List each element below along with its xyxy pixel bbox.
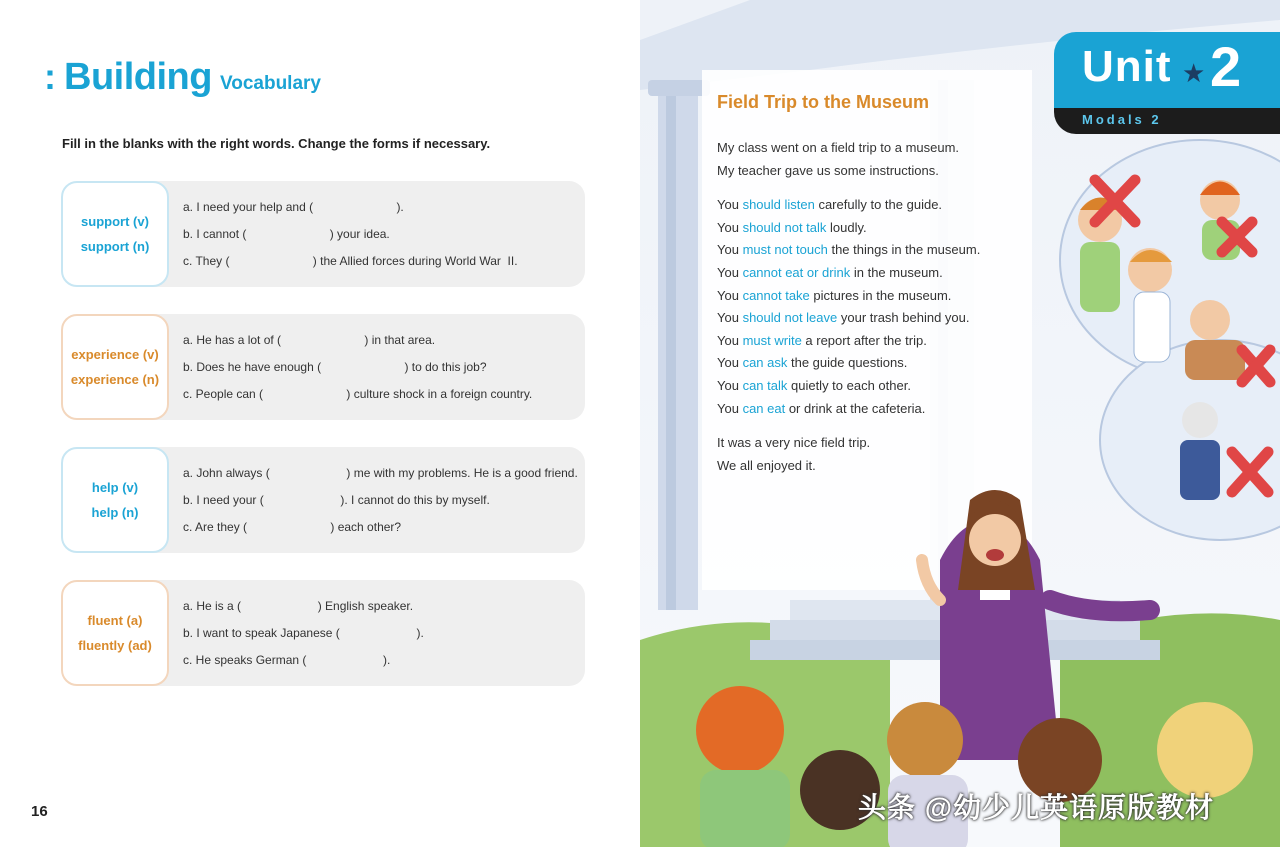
star-icon: ★ bbox=[1182, 58, 1206, 88]
title-sub: Vocabulary bbox=[219, 73, 321, 94]
story-line: We all enjoyed it. bbox=[717, 457, 816, 473]
sentence-a: a. He has a lot of ( ) in that area. bbox=[183, 333, 436, 347]
sentence-c: c. People can ( ) culture shock in a foreign country. bbox=[183, 387, 533, 401]
sentence-a: a. I need your help and ( ). bbox=[183, 200, 404, 214]
sentence-list bbox=[183, 580, 424, 686]
rule-line: You cannot eat or drink in the museum. bbox=[717, 264, 943, 280]
word-box bbox=[61, 314, 169, 420]
rule-line: You should not talk loudly. bbox=[717, 219, 867, 235]
rule-line: You should not leave your trash behind you. bbox=[717, 310, 970, 326]
exercise-block-fluent bbox=[61, 580, 585, 686]
unit-number: 2 bbox=[1210, 35, 1242, 98]
unit-badge bbox=[1054, 32, 1280, 134]
sentence-list bbox=[183, 314, 532, 420]
section-title bbox=[44, 56, 321, 106]
unit-label: Unit bbox=[1082, 42, 1172, 91]
page-number: 16 bbox=[31, 803, 48, 820]
rule-line: You should listen carefully to the guide. bbox=[717, 197, 943, 213]
rule-line: You cannot take pictures in the museum. bbox=[717, 287, 952, 303]
rule-line: You can talk quietly to each other. bbox=[717, 377, 911, 393]
rule-line: You can ask the guide questions. bbox=[717, 355, 908, 371]
watermark-text: 头条 @幼少儿英语原版教材 bbox=[858, 792, 1215, 823]
rule-line: You can eat or drink at the cafeteria. bbox=[717, 400, 926, 416]
title-colon: : bbox=[44, 56, 56, 97]
word-verb: experience (v) bbox=[71, 347, 159, 362]
unit-subtitle: Modals 2 bbox=[1082, 112, 1162, 127]
sentence-c: c. They ( ) the Allied forces during World War II. bbox=[183, 254, 518, 268]
exercise-block-experience bbox=[61, 314, 585, 420]
story-line: It was a very nice field trip. bbox=[717, 435, 871, 451]
sentence-c: c. He speaks German ( ). bbox=[183, 653, 391, 667]
sentence-list bbox=[183, 181, 518, 287]
title-main: Building bbox=[64, 56, 212, 98]
sentence-b: b. I want to speak Japanese ( ). bbox=[183, 626, 424, 640]
word-noun: help (n) bbox=[91, 505, 139, 520]
word-adverb: fluently (ad) bbox=[78, 638, 152, 653]
rule-line: You must not touch the things in the museum. bbox=[717, 242, 981, 258]
story-text bbox=[717, 92, 1017, 489]
word-verb: help (v) bbox=[91, 480, 139, 495]
sentence-b: b. I need your ( ). I cannot do this by myself. bbox=[183, 493, 490, 507]
word-noun: experience (n) bbox=[70, 372, 160, 387]
story-rules bbox=[717, 194, 1017, 420]
word-adjective: fluent (a) bbox=[87, 613, 143, 628]
story-line: My teacher gave us some instructions. bbox=[717, 162, 939, 178]
sentence-b: b. I cannot ( ) your idea. bbox=[183, 227, 390, 241]
sentence-list bbox=[183, 447, 578, 553]
word-box bbox=[61, 580, 169, 686]
story-intro bbox=[717, 137, 1017, 182]
sentence-c: c. Are they ( ) each other? bbox=[183, 520, 402, 534]
exercise-block-support bbox=[61, 181, 585, 287]
word-noun: support (n) bbox=[80, 239, 150, 254]
word-verb: support (v) bbox=[81, 214, 149, 229]
sentence-a: a. John always ( ) me with my problems. He is a good friend. bbox=[183, 466, 578, 480]
story-outro bbox=[717, 432, 1017, 477]
story-title: Field Trip to the Museum bbox=[717, 92, 930, 112]
exercise-block-help bbox=[61, 447, 585, 553]
story-line: My class went on a field trip to a museum. bbox=[717, 140, 960, 155]
rule-line: You must write a report after the trip. bbox=[717, 332, 927, 348]
word-box bbox=[61, 447, 169, 553]
sentence-a: a. He is a ( ) English speaker. bbox=[183, 599, 414, 613]
word-box bbox=[61, 181, 169, 287]
sentence-b: b. Does he have enough ( ) to do this job? bbox=[183, 360, 487, 374]
instruction-text: Fill in the blanks with the right words. Change the forms if necessary. bbox=[62, 136, 491, 151]
